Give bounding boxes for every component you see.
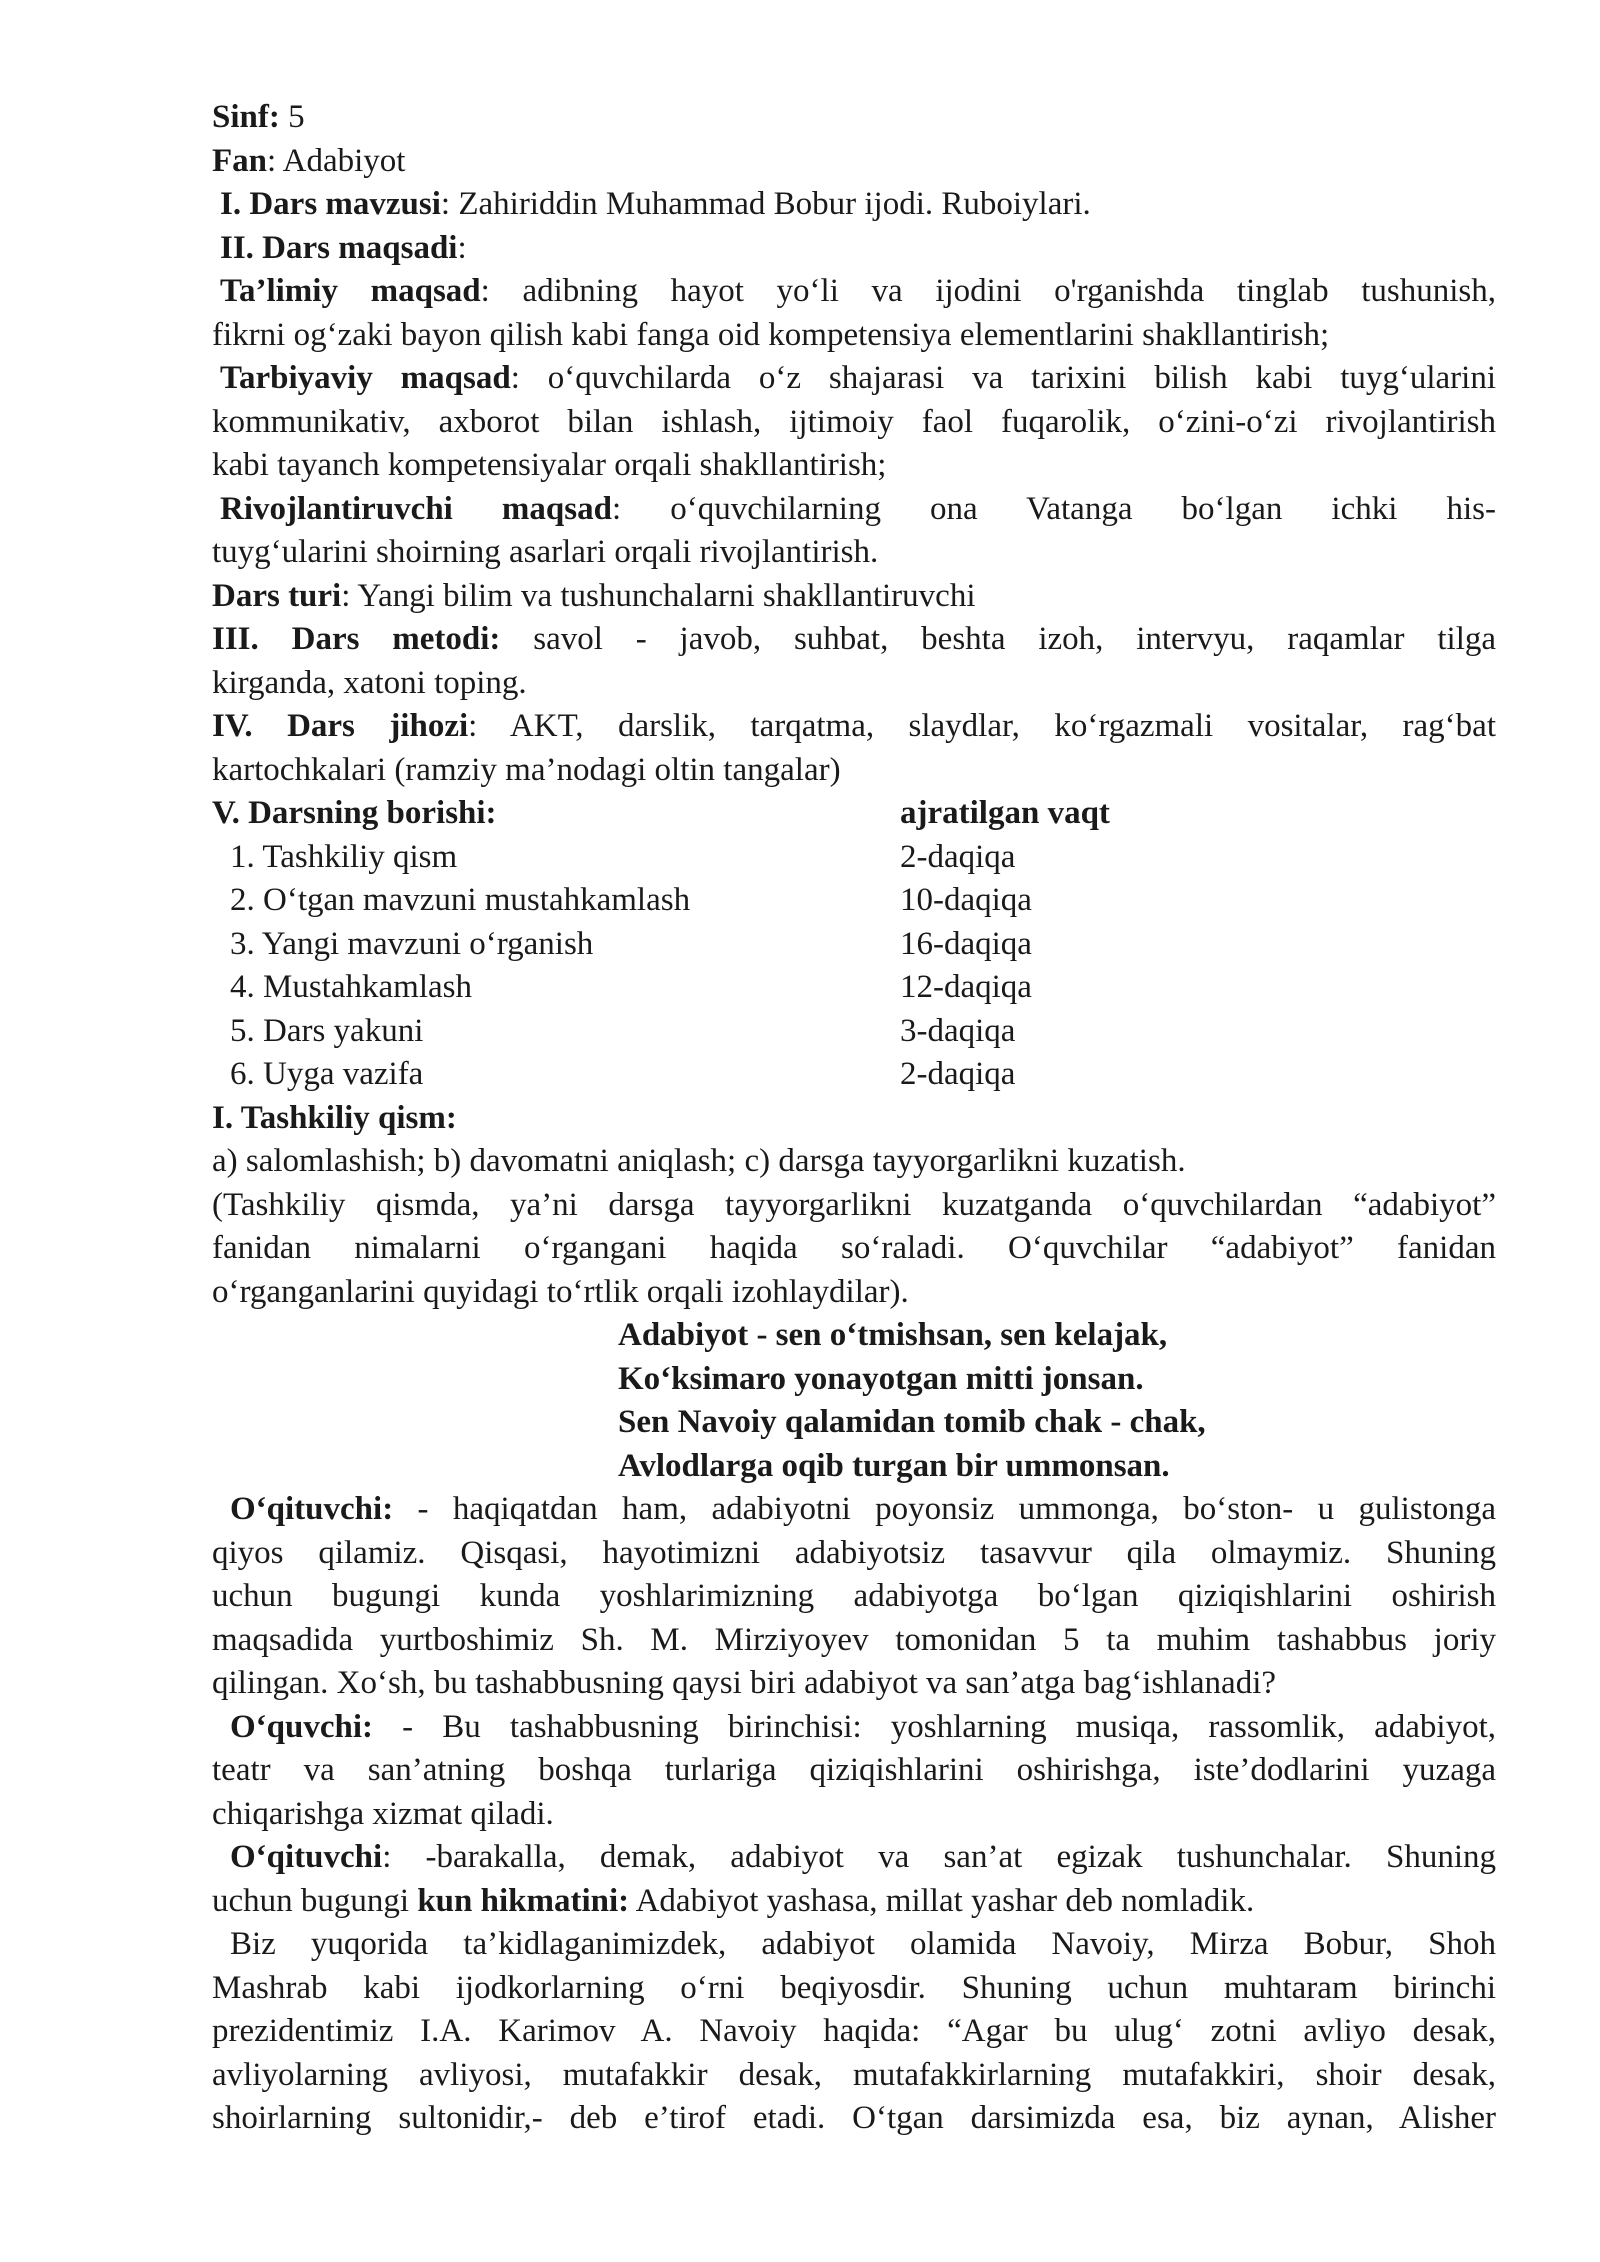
plan-title: V. Darsning borishi: (212, 795, 497, 831)
plan-header-row (212, 792, 1496, 836)
paragraph-line-1: Biz yuqorida ta’kidlaganimizdek, adabiyot olamida Navoiy, Mirza Bobur, Shoh (230, 1926, 1496, 1962)
plan-stage: 1. Tashkiliy qism (230, 838, 458, 875)
organizational-text-3: fanidan nimalarni o‘rgangani haqida so‘raladi. O‘quvchilar “adabiyot” fanidan (212, 1230, 1496, 1266)
equipment-line-1 (212, 705, 1496, 749)
teacher-line-5: qilingan. Xo‘sh, bu tashabbusning qaysi biri adabiyot va san’atga bag‘ishlanadi? (212, 1665, 1277, 1701)
lesson-type-line (212, 575, 1496, 619)
teacher-line-1 (212, 1488, 1496, 1532)
quatrain (212, 1314, 1496, 1488)
poem-line: Avlodlarga oqib turgan bir ummonsan. (618, 1447, 1170, 1484)
method-label: III. Dars metodi: (212, 621, 501, 657)
poem-line: Ko‘ksimaro yonayotgan mitti jonsan. (618, 1360, 1144, 1397)
poem-line: Adabiyot - sen o‘tmishsan, sen kelajak, (618, 1317, 1168, 1353)
topic-line (212, 183, 1496, 227)
method-line-1 (212, 618, 1496, 662)
goals-label: II. Dars maqsadi (220, 229, 458, 266)
method-text-1: savol - javob, suhbat, beshta izoh, intervyu, raqamlar tilga (500, 621, 1497, 657)
grade-line (212, 96, 1496, 140)
plan-time: 12-daqiqa (900, 969, 1032, 1005)
subject-value: : Adabiyot (267, 142, 406, 179)
organizational-text-2: (Tashkiliy qismda, ya’ni darsga tayyorgarlikni kuzatganda o‘quvchilardan “adabiyot” (212, 1186, 1496, 1223)
subject-label: Fan (212, 142, 268, 179)
plan-row (212, 923, 1496, 967)
student-line-3: chiqarishga xizmat qiladi. (212, 1795, 554, 1832)
educational-goal-line-2: fikrni og‘zaki bayon qilish kabi fanga oid kompetensiya elementlarini shakllantirish; (212, 316, 1330, 353)
paragraph-line-4: avliyolarning avliyosi, mutafakkir desak, mutafakkirlarning mutafakkiri, shoir desak, (212, 2056, 1496, 2093)
teacher-line-3: uchun bugungi kunda yoshlarimizning adabiyotga bo‘lgan qiziqishlarini oshirish (212, 1578, 1496, 1614)
grade-value: 5 (279, 99, 305, 135)
poem-line: Sen Navoiy qalamidan tomib chak - chak, (618, 1404, 1206, 1440)
subject-line (212, 140, 1496, 184)
day-wisdom-label: kun hikmatini: (417, 1882, 630, 1919)
developmental-goal-text-1: : o‘quvchilarning ona Vatanga bo‘lgan ichki his- (611, 490, 1496, 527)
plan-row (212, 1053, 1496, 1097)
plan-row (212, 836, 1496, 880)
lesson-type-label: Dars turi (212, 577, 342, 614)
student-line-2: teatr va san’atning boshqa turlariga qiziqishlarini oshirishga, iste’dodlarini yuzaga (212, 1752, 1496, 1788)
teacher2-line-2 (212, 1880, 1496, 1924)
teacher2-text-1: : -barakalla, demak, adabiyot va san’at egizak tushunchalar. Shuning (382, 1839, 1496, 1875)
plan-time-header: ajratilgan vaqt (900, 795, 1110, 831)
teacher2-line-1 (212, 1836, 1496, 1880)
upbringing-goal-label: Tarbiyaviy maqsad (220, 360, 511, 396)
plan-stage: 4. Mustahkamlash (230, 969, 472, 1005)
plan-stage: 6. Uyga vazifa (230, 1056, 424, 1092)
plan-time: 2-daqiqa (900, 1056, 1016, 1092)
paragraph-line-2: Mashrab kabi ijodkorlarning o‘rni beqiyosdir. Shuning uchun muhtaram birinchi (212, 1969, 1496, 2006)
grade-label: Sinf: (212, 99, 280, 135)
plan-stage: 5. Dars yakuni (230, 1012, 424, 1049)
developmental-goal-line-2: tuyg‘ularini shoirning asarlari orqali rivojlantirish. (212, 534, 879, 570)
plan-row (212, 879, 1496, 923)
organizational-part-heading: I. Tashkiliy qism: (212, 1099, 457, 1136)
teacher-line-2: qiyos qilamiz. Qisqasi, hayotimizni adabiyotsiz tasavvur qila olmaymiz. Shuning (212, 1534, 1496, 1571)
plan-row (212, 1010, 1496, 1054)
educational-goal-line-1 (212, 270, 1496, 314)
teacher2-label: O‘qituvchi (230, 1839, 383, 1875)
topic-label: I. Dars mavzusi (220, 186, 441, 222)
plan-table (212, 836, 1496, 1097)
plan-time: 10-daqiqa (900, 882, 1032, 918)
organizational-text-4: o‘rganganlarini quyidagi to‘rtlik orqali izohlaydilar). (212, 1273, 909, 1310)
educational-goal-label: Ta’limiy maqsad (220, 273, 481, 309)
student-label: O‘quvchi: (230, 1708, 374, 1745)
method-line-2: kirganda, xatoni toping. (212, 664, 527, 701)
plan-row (212, 966, 1496, 1010)
equipment-text-1: : AKT, darslik, tarqatma, slaydlar, ko‘rgazmali vositalar, rag‘bat (468, 708, 1496, 744)
upbringing-goal-line-3: kabi tayanch kompetensiyalar orqali shakllantirish; (212, 447, 887, 483)
paragraph-line-3: prezidentimiz I.A. Karimov A. Navoiy haqida: “Agar bu ulug‘ zotni avliyo desak, (212, 2013, 1496, 2049)
document-page (212, 96, 1496, 2141)
goals-heading (212, 227, 1496, 271)
paragraph-line-5: shoirlarning sultonidir,- deb e’tirof etadi. O‘tgan darsimizda esa, biz aynan, Alisher (212, 2100, 1496, 2136)
student-line-1 (212, 1706, 1496, 1750)
topic-value: : Zahiriddin Muhammad Bobur ijodi. Ruboiylari. (440, 186, 1091, 222)
teacher-text-1: - haqiqatdan ham, adabiyotni poyonsiz ummonga, bo‘ston- u gulistonga (393, 1491, 1496, 1527)
teacher2-text-2c: Adabiyot yashasa, millat yashar deb nomladik. (629, 1882, 1255, 1919)
upbringing-goal-line-1 (212, 357, 1496, 401)
student-text-1: - Bu tashabbusning birinchisi: yoshlarning musiqa, rassomlik, adabiyot, (373, 1708, 1496, 1745)
plan-time: 3-daqiqa (900, 1012, 1016, 1049)
developmental-goal-label: Rivojlantiruvchi maqsad (220, 490, 612, 527)
teacher-label: O‘qituvchi: (230, 1491, 394, 1527)
developmental-goal-line-1 (212, 488, 1496, 532)
plan-time: 2-daqiqa (900, 838, 1016, 875)
educational-goal-text-1: : adibning hayot yo‘li va ijodini o'rganishda tinglab tushunish, (480, 273, 1496, 309)
goals-colon: : (457, 229, 467, 266)
upbringing-goal-line-2: kommunikativ, axborot bilan ishlash, ijtimoiy faol fuqarolik, o‘zini-o‘zi rivojlantirish (212, 403, 1496, 440)
equipment-label: IV. Dars jihozi (212, 708, 469, 744)
plan-time: 16-daqiqa (900, 925, 1032, 962)
teacher-line-4: maqsadida yurtboshimiz Sh. M. Mirziyoyev tomonidan 5 ta muhim tashabbus joriy (212, 1621, 1496, 1658)
teacher2-text-2a: uchun bugungi (212, 1882, 418, 1919)
organizational-text-1: a) salomlashish; b) davomatni aniqlash; c) darsga tayyorgarlikni kuzatish. (212, 1143, 1186, 1179)
plan-stage: 2. O‘tgan mavzuni mustahkamlash (230, 882, 691, 918)
plan-stage: 3. Yangi mavzuni o‘rganish (230, 925, 594, 962)
lesson-type-value: : Yangi bilim va tushunchalarni shakllantiruvchi (341, 577, 976, 614)
upbringing-goal-text-1: : o‘quvchilarda o‘z shajarasi va tarixini bilish kabi tuyg‘ularini (510, 360, 1496, 396)
equipment-line-2: kartochkalari (ramziy ma’nodagi oltin tangalar) (212, 751, 841, 788)
